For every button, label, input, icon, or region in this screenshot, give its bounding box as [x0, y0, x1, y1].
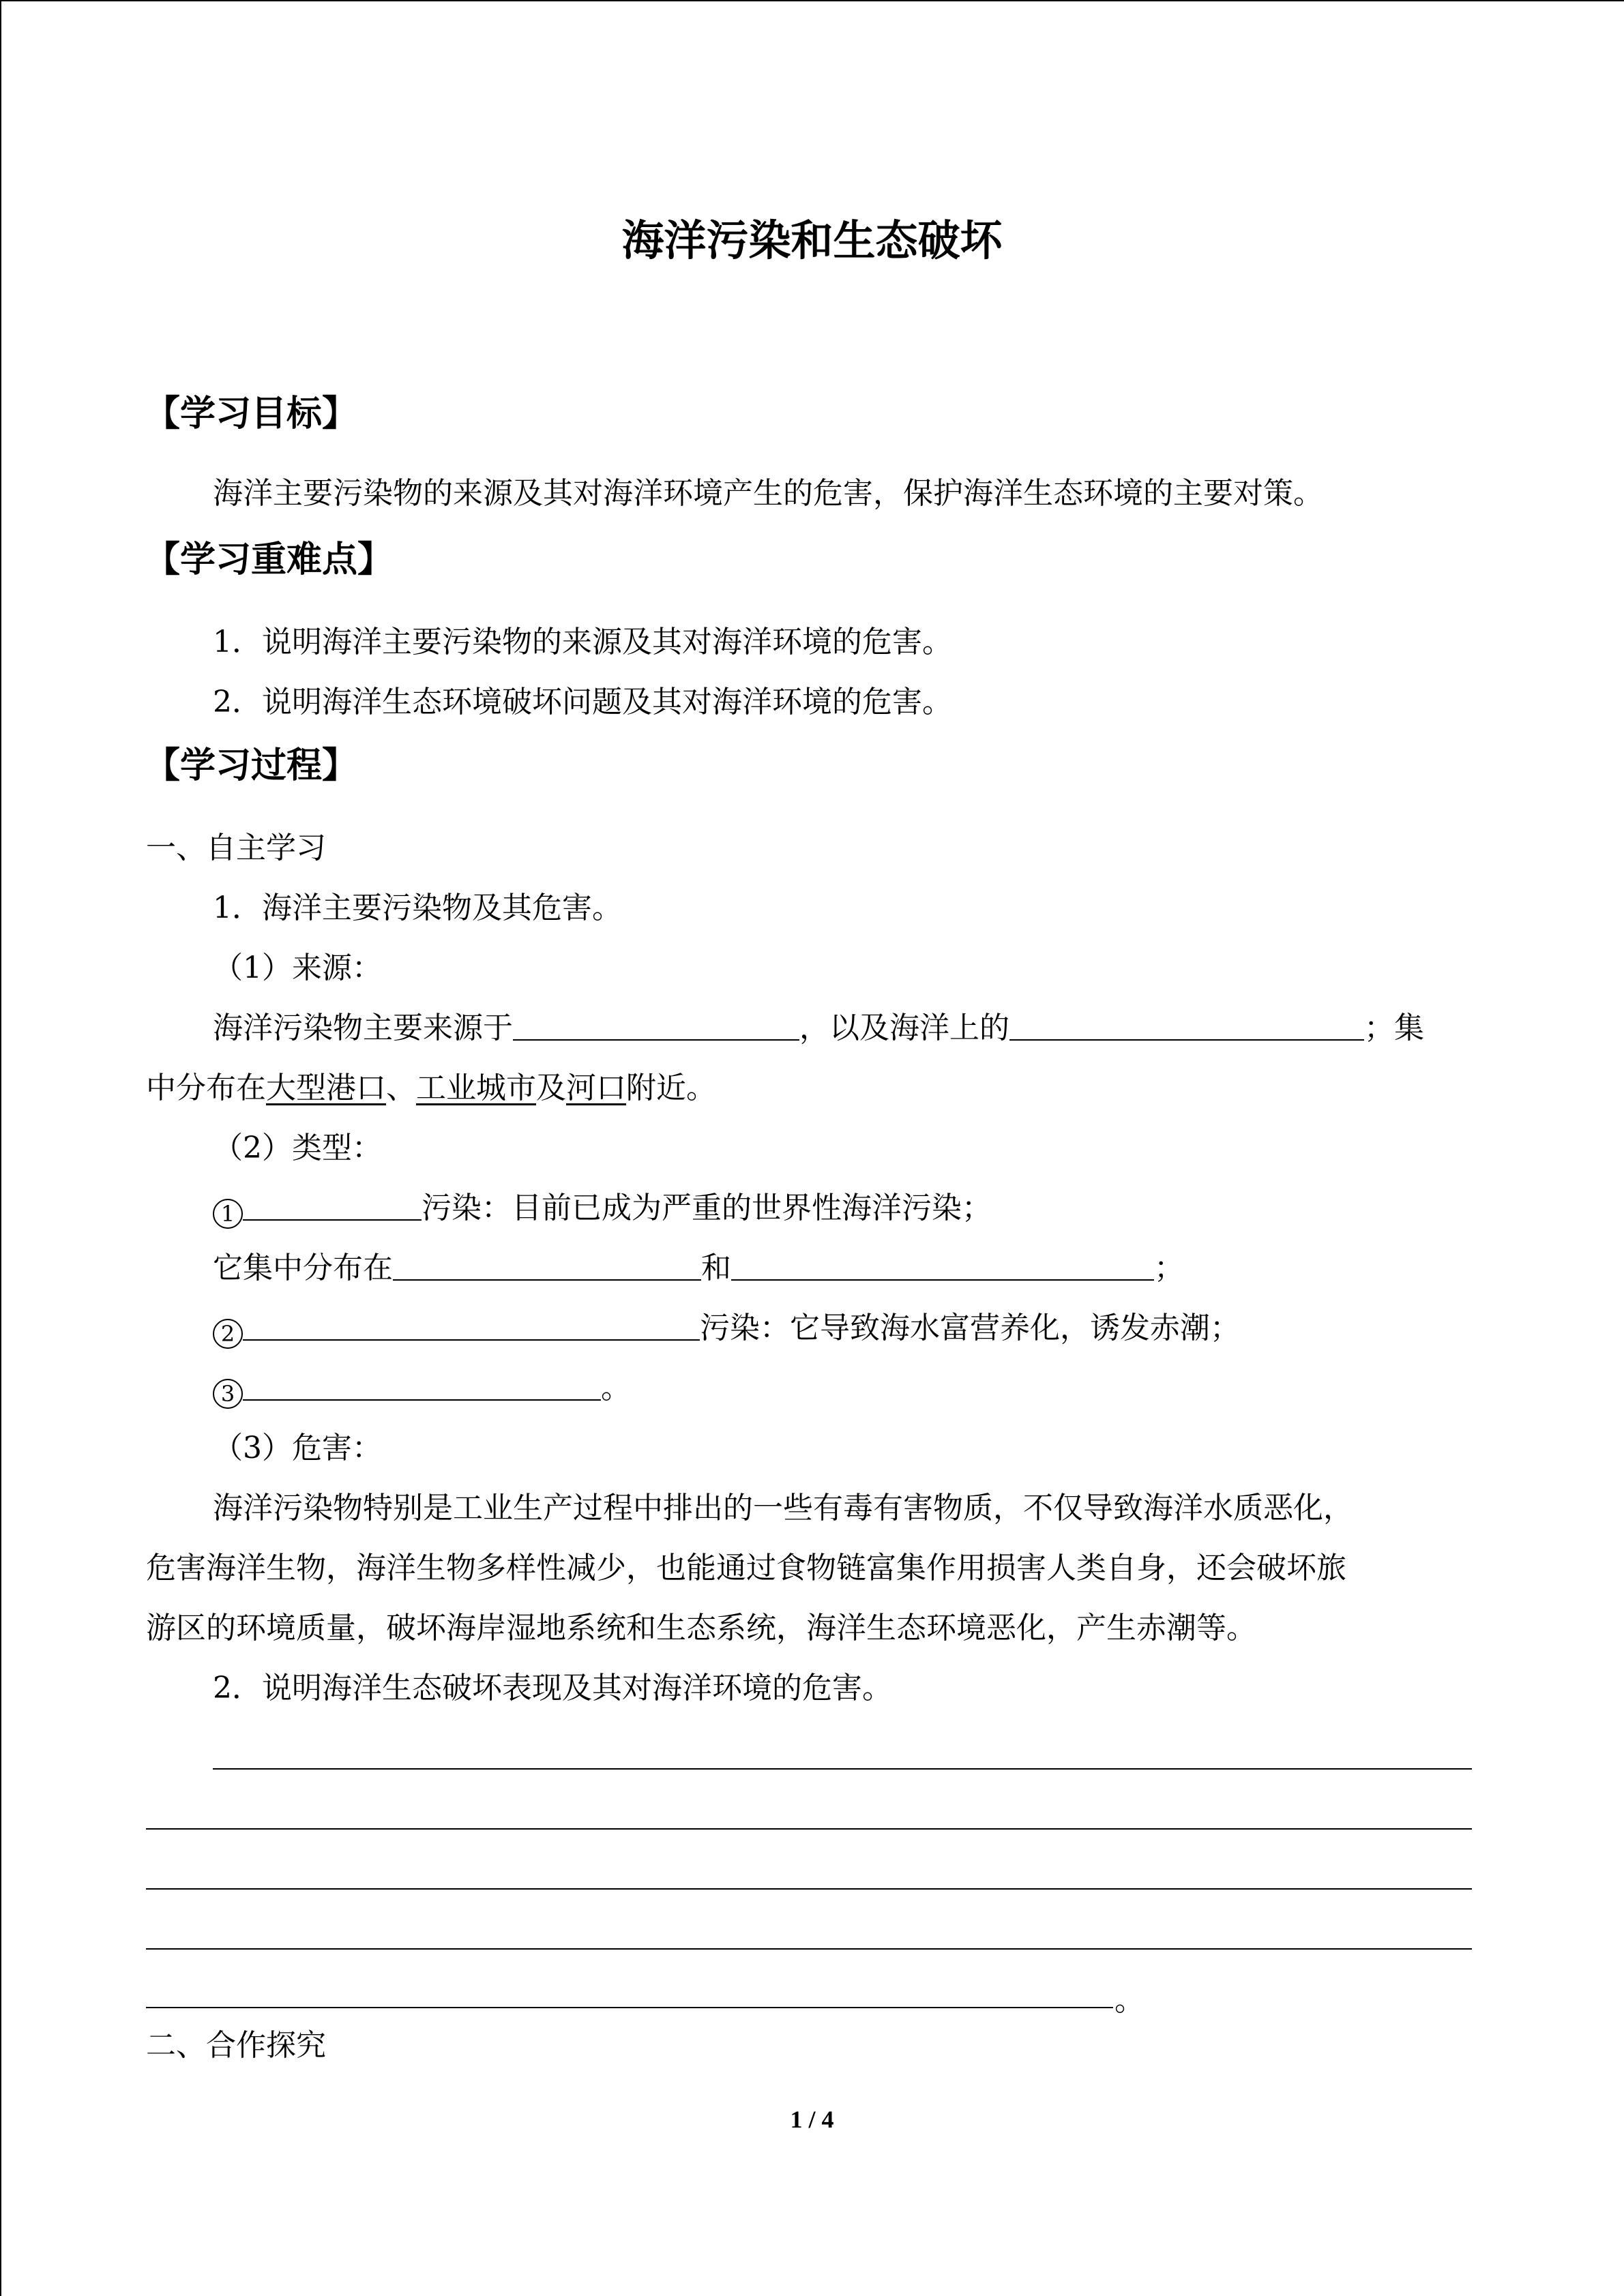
- heading-objective: 【学习目标】: [145, 393, 358, 434]
- dist-port: 大型港口: [266, 1071, 386, 1105]
- answer-line-1[interactable]: [213, 1768, 1472, 1770]
- type-3-end: 。: [601, 1371, 631, 1405]
- type-3-line: [213, 1368, 631, 1409]
- circled-number-1: 1: [213, 1199, 243, 1229]
- answer-line-3[interactable]: [146, 1888, 1472, 1890]
- dist-and: 及: [536, 1071, 566, 1105]
- heading-process: 【学习过程】: [145, 745, 358, 786]
- source-text-a: 海洋污染物主要来源于: [213, 1011, 513, 1045]
- type-1-text: 污染：目前已成为严重的世界性海洋污染；: [422, 1191, 992, 1225]
- dist-city: 工业城市: [416, 1071, 536, 1105]
- page-title: 海洋污染和生态破坏: [621, 215, 1003, 265]
- circled-number-3: 3: [213, 1379, 243, 1409]
- part2-title: 二、合作探究: [146, 2028, 326, 2063]
- keypoint-2: 2．说明海洋生态环境破坏问题及其对海洋环境的危害。: [213, 685, 952, 719]
- question-1: 1．海洋主要污染物及其危害。: [213, 891, 622, 925]
- heading-keypoints: 【学习重难点】: [145, 539, 394, 580]
- answer-line-5[interactable]: [146, 2007, 1113, 2008]
- type-2-text: 污染：它导致海水富营养化，诱发赤潮；: [700, 1311, 1240, 1345]
- harm-line-1: 海洋污染物特别是工业生产过程中排出的一些有毒有害物质，不仅导致海洋水质恶化，: [213, 1491, 1353, 1525]
- source-text-b: ，以及海洋上的: [799, 1011, 1009, 1045]
- keypoint-1: 1．说明海洋主要污染物的来源及其对海洋环境的危害。: [213, 625, 952, 659]
- sub-harm: （3）危害：: [213, 1431, 382, 1465]
- type-1b-text-c: ；: [1154, 1251, 1184, 1285]
- source-line: [213, 1008, 1424, 1049]
- harm-line-2: 危害海洋生物，海洋生物多样性减少，也能通过食物链富集作用损害人类自身，还会破坏旅: [146, 1551, 1346, 1585]
- answer-end-mark: 。: [1114, 1983, 1145, 2018]
- type-3-blank[interactable]: [243, 1368, 601, 1401]
- dist-estuary: 河口: [566, 1071, 626, 1105]
- part1-title: 一、自主学习: [146, 831, 326, 865]
- dist-end: 附近。: [626, 1071, 716, 1105]
- source-blank-2[interactable]: [1009, 1008, 1364, 1041]
- question-2: 2．说明海洋生态破坏表现及其对海洋环境的危害。: [213, 1671, 892, 1705]
- distribution-line: [146, 1068, 716, 1109]
- type-2-blank[interactable]: [243, 1308, 700, 1341]
- page-number: 1 / 4: [790, 2106, 834, 2133]
- source-text-c: ；集: [1364, 1011, 1424, 1045]
- type-1b-blank-2[interactable]: [731, 1248, 1154, 1281]
- objective-text: 海洋主要污染物的来源及其对海洋环境产生的危害，保护海洋生态环境的主要对策。: [213, 476, 1323, 511]
- answer-line-2[interactable]: [146, 1828, 1472, 1830]
- type-1b-text-a: 它集中分布在: [213, 1251, 393, 1285]
- type-1-distribution-line: [213, 1248, 1184, 1289]
- sub-source: （1）来源：: [213, 951, 382, 985]
- circled-number-2: 2: [213, 1319, 243, 1349]
- dist-text-a: 中分布在: [146, 1071, 266, 1105]
- type-1b-text-b: 和: [701, 1251, 731, 1285]
- type-1b-blank-1[interactable]: [393, 1248, 701, 1281]
- type-1-line: [213, 1188, 992, 1229]
- type-2-line: [213, 1308, 1240, 1349]
- source-blank-1[interactable]: [513, 1008, 799, 1041]
- type-1-blank[interactable]: [243, 1188, 422, 1221]
- harm-line-3: 游区的环境质量，破坏海岸湿地系统和生态系统，海洋生态环境恶化，产生赤潮等。: [146, 1611, 1256, 1645]
- sub-types: （2）类型：: [213, 1131, 382, 1165]
- answer-line-4[interactable]: [146, 1948, 1472, 1950]
- dist-sep: 、: [386, 1071, 416, 1105]
